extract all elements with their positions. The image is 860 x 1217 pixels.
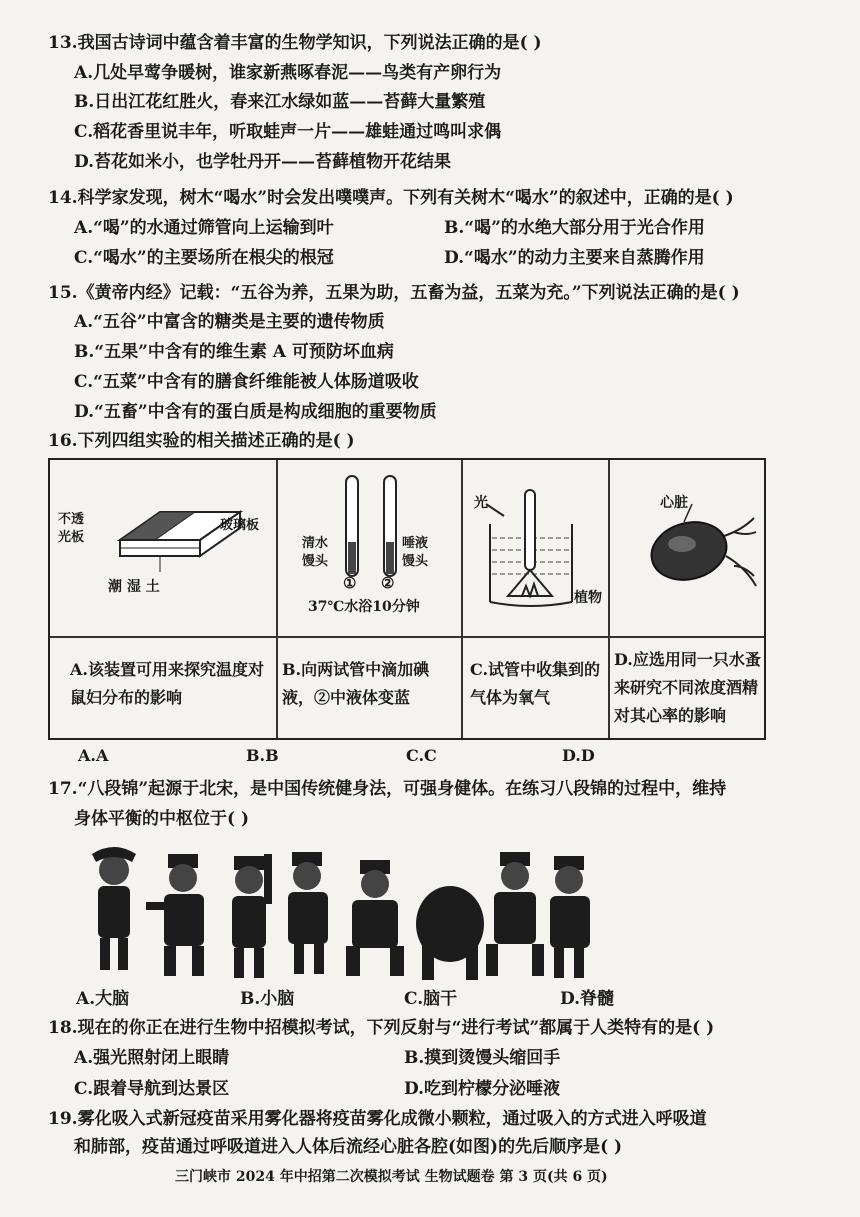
q15-option-c: C.“五菜”中含有的膳食纤维能被人体肠道吸收 [74, 372, 419, 392]
q18-option-b: B.摸到烫馒头缩回手 [404, 1048, 561, 1068]
label-soil: 潮 湿 土 [108, 579, 160, 595]
tube2-label-2: 馒头 [402, 554, 429, 569]
q17-answer-a: A.大脑 [76, 989, 130, 1009]
q17-answer-c: C.脑干 [404, 989, 458, 1009]
q17-stem-1: 17.“八段锦”起源于北宋，是中国传统健身法，可强身健体。在练习八段锦的过程中，维持 [48, 779, 727, 799]
cell-a: A.该装置可用来探究温度对鼠妇分布的影响 [70, 660, 264, 707]
q16-answer-a: A.A [78, 746, 109, 765]
q14-stem: 14.科学家发现，树木“喝水”时会发出噗噗声。下列有关树木“喝水”的叙述中，正确的是( ) [48, 188, 734, 208]
experiment-table [48, 458, 766, 740]
label-opaque-1: 不透 [58, 512, 85, 527]
q17-stem-2: 身体平衡的中枢位于( ) [74, 809, 250, 829]
q19-stem-2: 和肺部，疫苗通过呼吸道进入人体后流经心脏各腔(如图)的先后顺序是( ) [74, 1137, 623, 1157]
tube1-number: ① [343, 574, 357, 592]
q14-option-b: B.“喝”的水绝大部分用于光合作用 [444, 218, 705, 238]
q18-stem: 18.现在的你正在进行生物中招模拟考试，下列反射与“进行考试”都属于人类特有的是( ) [48, 1018, 715, 1038]
tube2-label-1: 唾液 [402, 536, 429, 551]
q19-stem-1: 19.雾化吸入式新冠疫苗采用雾化器将疫苗雾化成微小颗粒，通过吸入的方式进入呼吸道 [48, 1109, 707, 1129]
baduanjin-figures [80, 844, 600, 984]
cell-b: B.向两试管中滴加碘液，②中液体变蓝 [282, 660, 430, 707]
label-heart: 心脏 [660, 495, 688, 511]
q18-option-c: C.跟着导航到达景区 [74, 1079, 230, 1099]
q16-answer-c: C.C [406, 746, 437, 765]
tube1-label-2: 馒头 [302, 554, 329, 569]
label-opaque-2: 光板 [58, 530, 85, 545]
q13-stem: 13.我国古诗词中蕴含着丰富的生物学知识，下列说法正确的是( ) [48, 33, 542, 53]
label-plant: 植物 [574, 590, 602, 606]
test-tubes-figure [336, 472, 416, 587]
q13-option-c: C.稻花香里说丰年，听取蛙声一片——雄蛙通过鸣叫求偶 [74, 122, 502, 142]
q16-answer-d: D.D [562, 746, 595, 765]
cell-c: C.试管中收集到的气体为氧气 [470, 660, 601, 707]
q18-option-a: A.强光照射闭上眼睛 [74, 1048, 230, 1068]
tube2-number: ② [381, 574, 395, 592]
q13-option-d: D.苔花如米小，也学牡丹开——苔藓植物开花结果 [74, 152, 452, 172]
tube1-label-1: 清水 [302, 536, 329, 551]
q14-option-a: A.“喝”的水通过筛管向上运输到叶 [74, 218, 334, 238]
q18-option-d: D.吃到柠檬分泌唾液 [404, 1079, 561, 1099]
q15-option-d: D.“五畜”中含有的蛋白质是构成细胞的重要物质 [74, 402, 437, 422]
q13-option-a: A.几处早莺争暖树，谁家新燕啄春泥——鸟类有产卵行为 [74, 63, 502, 83]
label-light: 光 [474, 495, 488, 511]
q15-stem: 15.《黄帝内经》记载：“五谷为养，五果为助，五畜为益，五菜为充。”下列说法正确的是( ) [48, 283, 740, 303]
water-flea-figure [634, 496, 764, 606]
water-bath-caption: 37℃水浴10分钟 [308, 599, 420, 615]
q16-stem: 16.下列四组实验的相关描述正确的是( ) [48, 431, 355, 451]
q17-answer-d: D.脊髓 [560, 989, 615, 1009]
q14-option-d: D.“喝水”的动力主要来自蒸腾作用 [444, 248, 705, 268]
q17-answer-b: B.小脑 [240, 989, 295, 1009]
q15-option-b: B.“五果”中含有的维生素 A 可预防坏血病 [74, 342, 394, 362]
q16-answer-b: B.B [246, 746, 279, 765]
q14-option-c: C.“喝水”的主要场所在根尖的根冠 [74, 248, 334, 268]
label-glass: 玻璃板 [220, 518, 260, 533]
q13-option-b: B.日出江花红胜火，春来江水绿如蓝——苔藓大量繁殖 [74, 92, 486, 112]
beaker-figure [478, 486, 588, 616]
cell-d: D.应选用同一只水蚤来研究不同浓度酒精对其心率的影响 [614, 650, 761, 725]
page-footer: 三门峡市 2024 年中招第二次模拟考试 生物试题卷 第 3 页(共 6 页) [175, 1169, 608, 1185]
q15-option-a: A.“五谷”中富含的糖类是主要的遗传物质 [74, 312, 385, 332]
